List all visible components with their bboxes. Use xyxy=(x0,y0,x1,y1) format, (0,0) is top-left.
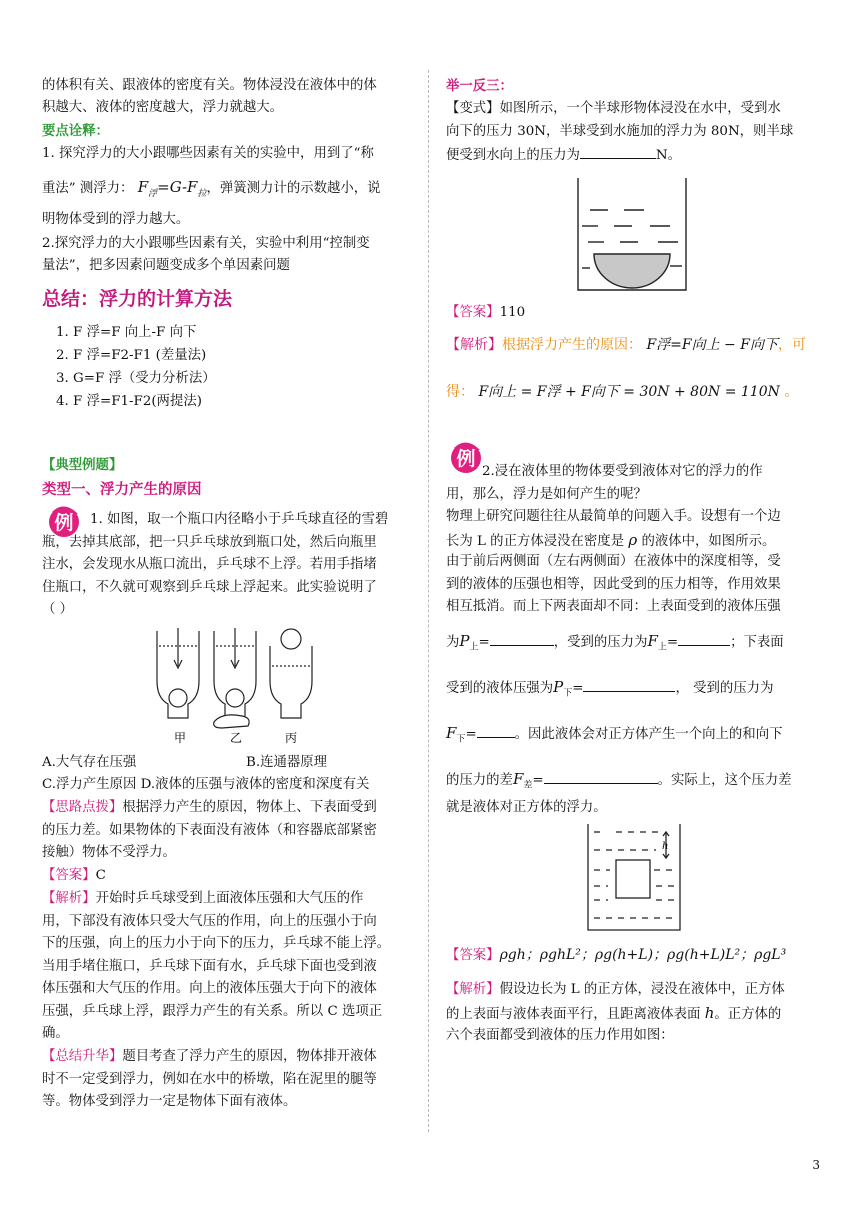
page-number: 3 xyxy=(812,1158,820,1172)
blank-f-bottom xyxy=(477,723,515,738)
q2-line: 物理上研究问题往往从最简单的问题入手。设想有一个边 xyxy=(446,509,781,524)
analysis-line: 压强，乒乓球上浮，跟浮力产生的有关系。所以 C 选项正 xyxy=(42,1004,383,1019)
intro-line: 的体积有关、跟液体的密度有关。物体浸没在液体中的体 xyxy=(42,78,377,93)
option-a: A.大气存在压强 xyxy=(42,755,137,770)
blank-p-top xyxy=(490,631,554,646)
q2-line: 由于前后两侧面（左右两侧面）在液体中的深度相等，受 xyxy=(446,554,781,569)
variant-line: 向下的压力 30N，半球受到水施加的浮力为 80N，则半球 xyxy=(446,124,794,139)
variant-line: 便受到水向上的压力为 N。 xyxy=(446,144,681,167)
method-item: 3. G=F 浮（受力分析法） xyxy=(56,371,216,386)
option-b: B.连通器原理 xyxy=(246,755,328,770)
key-line: 明物体受到的浮力越大。 xyxy=(42,212,190,227)
fill-line-4: 的压力的差$F_差=$ 。实际上，这个压力差 xyxy=(446,770,792,791)
variant-analysis: 【解析】根据浮力产生的原因： F浮=F向上 − F向下，可 xyxy=(446,337,806,353)
svg-text:例: 例 xyxy=(54,512,74,534)
blank-p-bottom xyxy=(583,677,675,692)
intro-line: 积越大、液体的密度越大，浮力就越大。 xyxy=(42,100,284,115)
key-line-formula: 重法” 测浮力： $F_浮=G-F_拉$，弹簧测力计的示数越小，说 xyxy=(42,178,381,199)
option-cd: C.浮力产生原因 D.液体的压强与液体的密度和深度有关 xyxy=(42,777,370,792)
variant-line: 【变式】如图所示，一个半球形物体浸没在水中，受到水 xyxy=(446,101,781,116)
summary-title: 总结：浮力的计算方法 xyxy=(42,288,233,310)
blank-f-diff xyxy=(544,769,658,784)
examples-heading: 【典型例题】 xyxy=(42,457,123,473)
type1-title: 类型一、浮力产生的原因 xyxy=(42,481,202,498)
svg-text:例: 例 xyxy=(456,448,476,470)
analysis-line: 确。 xyxy=(42,1026,69,1041)
weigh-formula: $F_浮=G-F_拉$ xyxy=(137,178,207,199)
summary-line: 时不一定受到浮力，例如在水中的桥墩，陷在泥里的腿等 xyxy=(42,1072,377,1087)
summary-line: 等。物体受到浮力一定是物体下面有液体。 xyxy=(42,1094,297,1109)
blank-f-top xyxy=(678,631,730,646)
key-line: 1. 探究浮力的大小跟哪些因素有关的实验中，用到了“称 xyxy=(42,146,374,161)
q1-line: 1. 如图，取一个瓶口内径略小于乒乓球直径的雪碧 xyxy=(90,512,389,527)
analysis-line: 用，下部没有液体只受大气压的作用，向上的压强小于向 xyxy=(42,914,377,929)
q1-line: 注水，会发现水从瓶口流出，乒乓球不上浮。若用手指堵 xyxy=(42,557,377,572)
hint-line: 的压力差。如果物体的下表面没有液体（和容器底部紧密 xyxy=(42,823,377,838)
q2-line: 到的液体的压强也相等，因此受到的压力相等，作用效果 xyxy=(446,577,781,592)
practice-title: 举一反三： xyxy=(446,78,513,94)
method-item: 1. F 浮=F 向上-F 向下 xyxy=(56,325,197,340)
q2-analysis: 【解析】假设边长为 L 的正方体，浸没在液体中，正方体 xyxy=(446,982,785,997)
fill-line-1: 为$P_上=$ ，受到的压力为$F_上=$ ；下表面 xyxy=(446,632,784,653)
label-yi: 乙 xyxy=(230,731,243,745)
variant-answer: 【答案】110 xyxy=(446,305,526,320)
q2-analysis: 六个表面都受到液体的压力作用如图： xyxy=(446,1028,674,1043)
q2-line: 相互抵消。而上下两表面却不同：上表面受到的液体压强 xyxy=(446,599,781,614)
cube-figure xyxy=(586,822,682,934)
q1-line: 住瓶口，不久就可观察到乒乓球上浮起来。此实验说明了 xyxy=(42,580,377,595)
key-line: 量法”，把多因素问题变成多个单因素问题 xyxy=(42,258,290,273)
hemisphere-figure xyxy=(574,176,690,294)
q2-line: 长为 L 的正方体浸没在密度是 ρ 的液体中，如图所示。 xyxy=(446,531,776,549)
analysis-line: 当用手堵住瓶口，乒乓球下面有水，乒乓球下面也受到液 xyxy=(42,959,377,974)
answer-blank xyxy=(580,144,656,159)
q1-line: （ ） xyxy=(42,602,74,617)
fill-line-2: 受到的液体压强为$P_下=$ ， 受到的压力为 xyxy=(446,678,774,699)
column-divider xyxy=(428,70,429,1132)
method-item: 4. F 浮=F1-F2(两提法) xyxy=(56,394,202,409)
q2-answer: 【答案】ρgh；ρghL²；ρg(h+L)；ρg(h+L)L²；ρgL³ xyxy=(446,947,787,963)
summary-line: 【总结升华】题目考查了浮力产生的原因，物体排开液体 xyxy=(42,1049,377,1064)
fill-line-5: 就是液体对正方体的浮力。 xyxy=(446,800,607,815)
q2-analysis: 的上表面与液体表面平行，且距离液体表面 h。正方体的 xyxy=(446,1004,782,1022)
q2-line: 2.浸在液体里的物体要受到液体对它的浮力的作 xyxy=(482,464,763,479)
h-label: h xyxy=(662,841,669,852)
hint-line: 接触）物体不受浮力。 xyxy=(42,845,176,860)
q1-line: 瓶，去掉其底部，把一只乒乓球放到瓶口处，然后向瓶里 xyxy=(42,535,377,550)
label-jia: 甲 xyxy=(174,731,187,745)
bottles-figure xyxy=(152,626,352,746)
label-bing: 丙 xyxy=(285,731,298,745)
analysis-line: 【解析】开始时乒乓球受到上面液体压强和大气压的作 xyxy=(42,891,364,906)
variant-analysis-result: 得： F向上 = F浮 + F向下 = 30N + 80N = 110N 。 xyxy=(446,384,799,400)
method-item: 2. F 浮=F2-F1 (差量法) xyxy=(56,348,207,363)
key-line: 2.探究浮力的大小跟哪些因素有关，实验中利用“控制变 xyxy=(42,236,370,251)
key-points-heading: 要点诠释： xyxy=(42,123,109,139)
answer-line: 【答案】C xyxy=(42,868,106,883)
example-badge xyxy=(448,438,484,474)
hint-line: 【思路点拨】根据浮力产生的原因，物体上、下表面受到 xyxy=(42,800,377,815)
q2-line: 用，那么，浮力是如何产生的呢？ xyxy=(446,487,647,502)
analysis-line: 体压强和大气压的作用。向上的液体压强大于向下的液体 xyxy=(42,981,377,996)
analysis-line: 下的压强，向上的压力小于向下的压力，乒乓球不能上浮。 xyxy=(42,936,391,951)
fill-line-3: $F_下=$ 。因此液体会对正方体产生一个向上的和向下 xyxy=(446,724,783,745)
